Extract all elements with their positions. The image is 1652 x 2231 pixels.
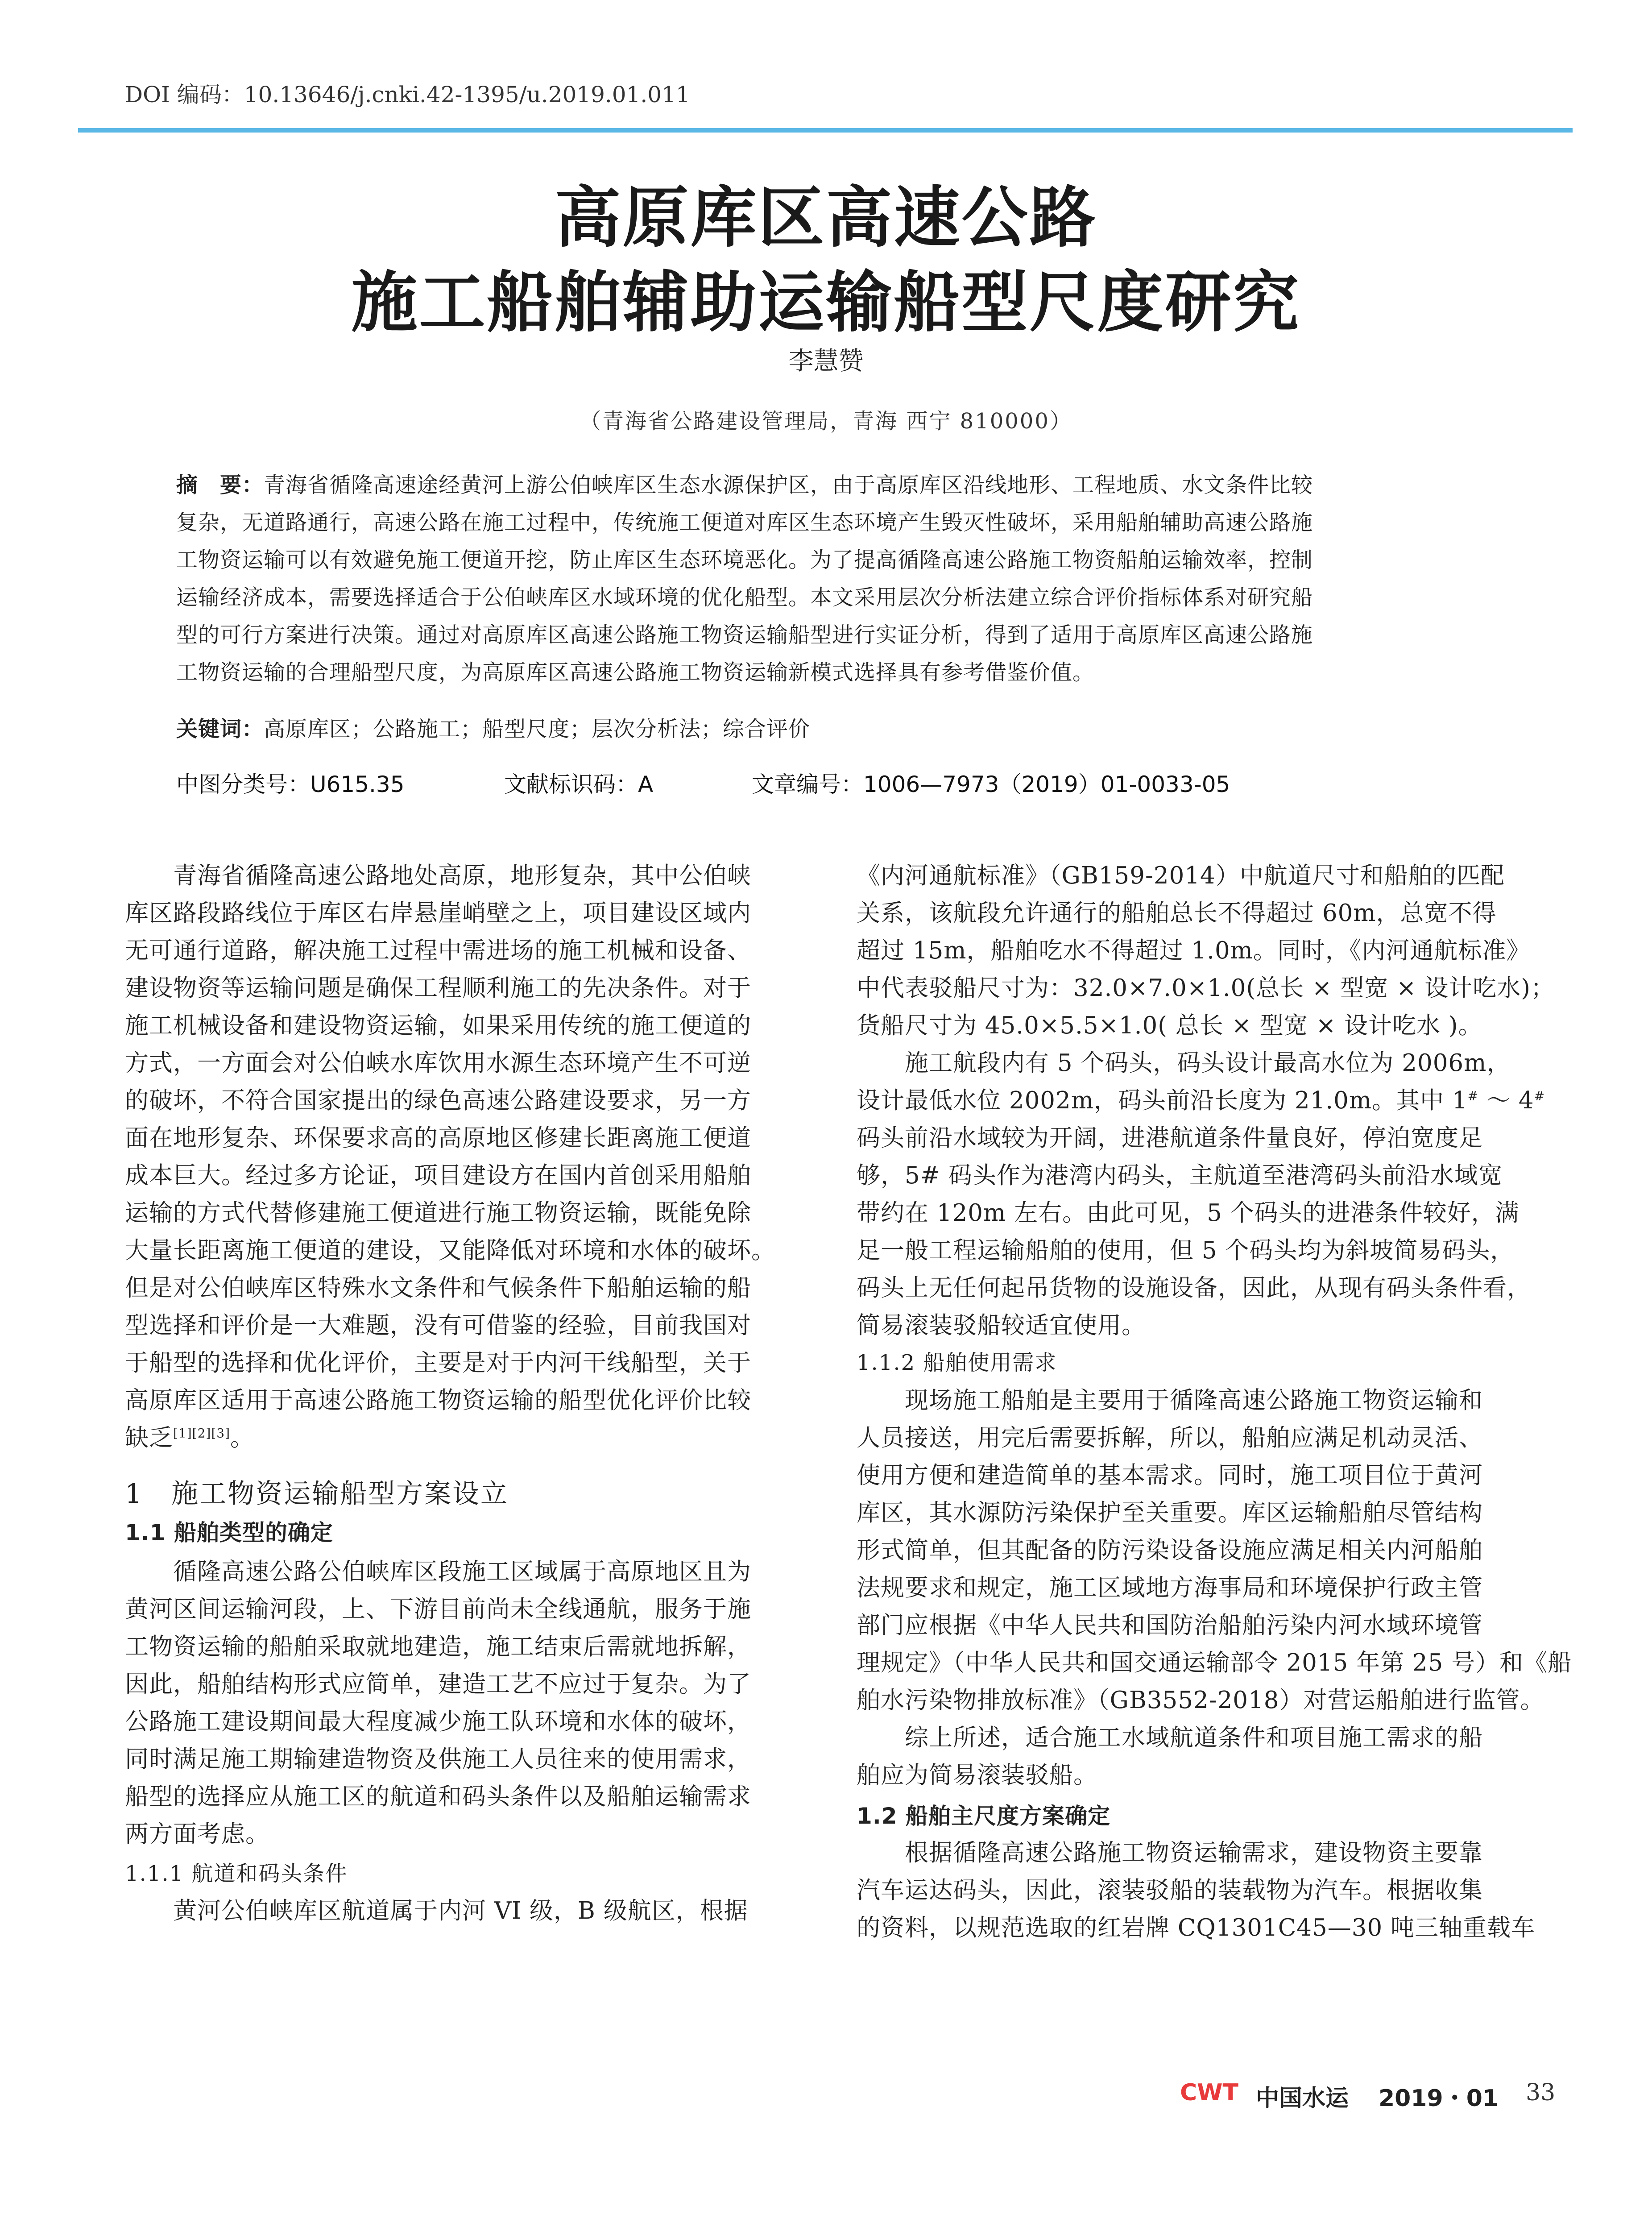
left-line: 建设物资等运输问题是确保工程顺利施工的先决条件。对于 [125,975,751,1002]
left-line: 工物资运输的船舶采取就地建造，施工结束后需就地拆解， [125,1633,751,1660]
right-line: 货船尺寸为 45.0×5.5×1.0( 总长 × 型宽 × 设计吃水 )。 [857,1012,1482,1039]
left-line: 青海省循隆高速公路地处高原，地形复杂，其中公伯峡 [125,862,751,889]
abstract-line-5: 型的可行方案进行决策。通过对高原库区高速公路施工物资运输船型进行实证分析，得到了适用于高原库区高速公路施 [176,622,1313,647]
left-line: 无可通行道路，解决施工过程中需进场的施工机械和设备、 [125,937,751,964]
right-line: 关系，该航段允许通行的船舶总长不得超过 60m，总宽不得 [857,900,1497,927]
left-line: 运输的方式代替修建施工便道进行施工物资运输，既能免除 [125,1199,751,1227]
right-line: 使用方便和建造简单的基本需求。同时，施工项目位于黄河 [857,1462,1483,1489]
left-line: 但是对公伯峡库区特殊水文条件和气候条件下船舶运输的船 [125,1274,751,1302]
right-line: 形式简单，但其配备的防污染设备设施应满足相关内河船舶 [857,1537,1483,1564]
left-line: 施工机械设备和建设物资运输，如果采用传统的施工便道的 [125,1012,751,1039]
right-line: 汽车运达码头，因此，滚装驳船的装载物为汽车。根据收集 [857,1877,1483,1904]
left-line: 黄河公伯峡库区航道属于内河 VI 级，B 级航区，根据 [125,1897,748,1924]
left-line: 方式，一方面会对公伯峡水库饮用水源生态环境产生不可逆 [125,1049,751,1077]
left-line: 公路施工建设期间最大程度减少施工队环境和水体的破坏， [125,1708,751,1735]
left-line: 库区路段路线位于库区右岸悬崖峭壁之上，项目建设区域内 [125,900,751,927]
right-line: 中代表驳船尺寸为：32.0×7.0×1.0(总长 × 型宽 × 设计吃水)； [857,975,1555,1002]
section-heading-1-1: 1.1 船舶类型的确定 [125,1520,333,1546]
left-line: 因此，船舶结构形式应简单，建造工艺不应过于复杂。为了 [125,1671,751,1698]
left-line: 大量长距离施工便道的建设，又能降低对环境和水体的破坏。 [125,1237,775,1264]
author: 李慧赞 [788,347,864,376]
right-line: 理规定》（中华人民共和国交通运输部令 2015 年第 25 号）和《船 [857,1649,1572,1676]
document-code: 文献标识码：A [504,771,654,797]
left-line: 循隆高速公路公伯峡库区段施工区域属于高原地区且为 [125,1558,751,1585]
abstract-line-1: 摘 要：青海省循隆高速途经黄河上游公伯峡库区生态水源保护区，由于高原库区沿线地形、工程地质、水文条件比较 [176,473,1313,498]
right-line: 足一般工程运输船舶的使用，但 5 个码头均为斜坡简易码头， [857,1237,1515,1264]
abstract-line-6: 工物资运输的合理船型尺度，为高原库区高速公路施工物资运输新模式选择具有参考借鉴价值。 [176,660,1095,685]
right-line: 带约在 120m 左右。由此可见，5 个码头的进港条件较好，满 [857,1199,1520,1227]
clc-number: 中图分类号：U615.35 [176,771,405,797]
left-line: 缺乏[1][2][3]。 [125,1424,254,1451]
right-line: 码头上无任何起吊货物的设施设备，因此，从现有码头条件看， [857,1274,1531,1302]
left-line: 黄河区间运输河段，上、下游目前尚未全线通航，服务于施 [125,1596,751,1623]
keywords: 关键词：高原库区；公路施工；船型尺度；层次分析法；综合评价 [176,717,811,742]
section-heading-1: 1 施工物资运输船型方案设立 [125,1478,509,1509]
abstract-line-3: 工物资运输可以有效避免施工便道开挖，防止库区生态环境恶化。为了提高循隆高速公路施工物资船舶运输效率，控制 [176,547,1313,572]
right-line: 设计最低水位 2002m，码头前沿长度为 21.0m。其中 1# ～ 4# [857,1087,1545,1114]
right-line: 部门应根据《中华人民共和国防治船舶污染内河水域环境管 [857,1612,1483,1639]
left-line: 型选择和评价是一大难题，没有可借鉴的经验，目前我国对 [125,1312,751,1339]
abstract-label: 摘 要： [176,473,264,498]
left-line: 面在地形复杂、环保要求高的高原地区修建长距离施工便道 [125,1124,751,1152]
right-line: 够，5# 码头作为港湾内码头，主航道至港湾码头前沿水域宽 [857,1162,1503,1189]
left-line: 的破坏，不符合国家提出的绿色高速公路建设要求，另一方 [125,1087,751,1114]
right-line: 舶应为简易滚装驳船。 [857,1762,1097,1789]
left-line: 成本巨大。经过多方论证，项目建设方在国内首创采用船舶 [125,1162,751,1189]
right-line: 综上所述，适合施工水域航道条件和项目施工需求的船 [857,1724,1483,1751]
left-line: 船型的选择应从施工区的航道和码头条件以及船舶运输需求 [125,1783,751,1810]
page-number: 33 [1526,2079,1556,2106]
header-rule [78,128,1573,133]
right-line: 舶水污染物排放标准》（GB3552-2018）对营运船舶进行监管。 [857,1687,1544,1714]
right-line: 法规要求和规定，施工区域地方海事局和环境保护行政主管 [857,1574,1483,1601]
section-heading-1-2: 1.2 船舶主尺度方案确定 [857,1803,1110,1829]
affiliation: （青海省公路建设管理局，青海 西宁 810000） [580,409,1072,434]
right-line: 简易滚装驳船较适宜使用。 [857,1312,1146,1339]
right-line: 人员接送，用完后需要拆解，所以，船舶应满足机动灵活、 [857,1424,1483,1451]
left-line: 同时满足施工期输建造物资及供施工人员往来的使用需求， [125,1746,751,1773]
abstract-line-2: 复杂，无道路通行，高速公路在施工过程中，传统施工便道对库区生态环境产生毁灭性破坏，采用船舶辅助高速公路施 [176,510,1313,535]
right-line: 超过 15m，船舶吃水不得超过 1.0m。同时，《内河通航标准》 [857,937,1531,964]
abstract-line-4: 运输经济成本，需要选择适合于公伯峡库区水域环境的优化船型。本文采用层次分析法建立综合评价指标体系对研究船 [176,585,1313,610]
journal-name: 中国水运 [1256,2085,1349,2112]
paper-title-line-2: 施工船舶辅助运输船型尺度研究 [351,264,1301,341]
right-line: 码头前沿水域较为开阔，进港航道条件量良好，停泊宽度足 [857,1124,1483,1152]
right-line: 现场施工船舶是主要用于循隆高速公路施工物资运输和 [857,1387,1483,1414]
journal-logo-cwt: CWT [1180,2079,1238,2106]
right-line: 《内河通航标准》（GB159-2014）中航道尺寸和船舶的匹配 [857,862,1505,889]
section-heading-1-1-1: 1.1.1 航道和码头条件 [125,1861,348,1886]
doi-line: DOI 编码：10.13646/j.cnki.42-1395/u.2019.01.011 [125,82,690,108]
right-line: 的资料，以规范选取的红岩牌 CQ1301C45—30 吨三轴重载车 [857,1914,1536,1941]
right-line: 根据循隆高速公路施工物资运输需求，建设物资主要靠 [857,1839,1483,1866]
keywords-label: 关键词： [176,717,264,742]
section-heading-1-1-2: 1.1.2 船舶使用需求 [857,1350,1057,1375]
article-number: 文章编号：1006—7973（2019）01-0033-05 [752,771,1230,797]
right-line: 库区，其水源防污染保护至关重要。库区运输船舶尽管结构 [857,1499,1483,1526]
left-line: 于船型的选择和优化评价，主要是对于内河干线船型，关于 [125,1349,751,1377]
right-line: 施工航段内有 5 个码头，码头设计最高水位为 2006m， [857,1049,1511,1077]
paper-title-line-1: 高原库区高速公路 [555,179,1097,256]
left-line: 两方面考虑。 [125,1820,269,1848]
left-line: 高原库区适用于高速公路施工物资运输的船型优化评价比较 [125,1387,751,1414]
citation: [1][2][3] [173,1426,230,1441]
issue-label: 2019・01 [1379,2085,1499,2112]
